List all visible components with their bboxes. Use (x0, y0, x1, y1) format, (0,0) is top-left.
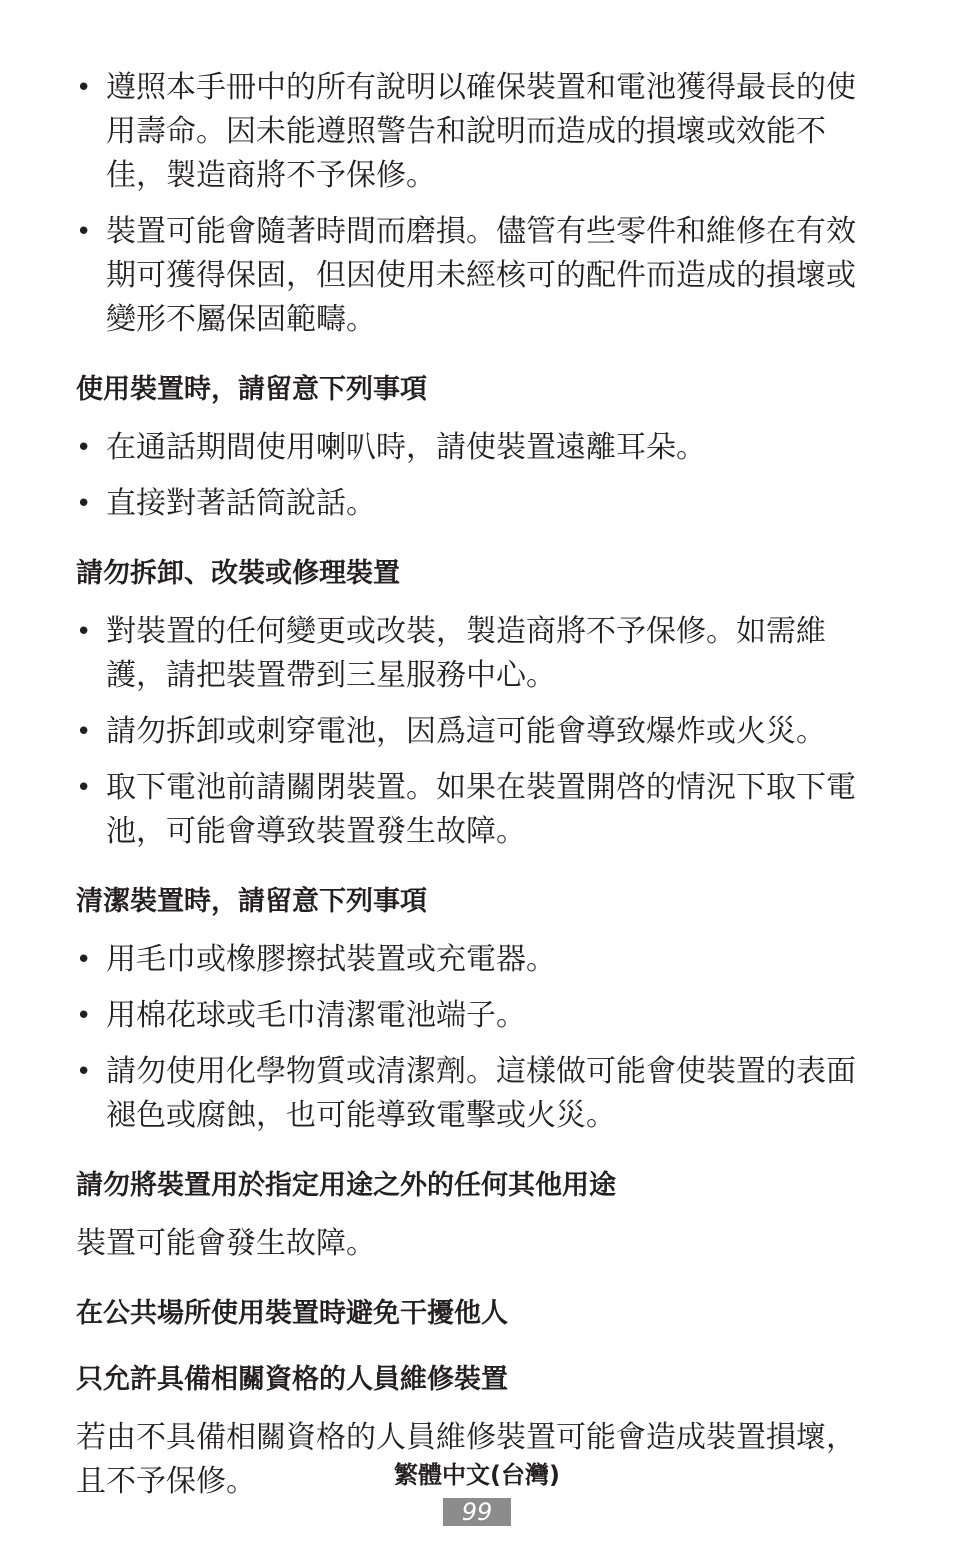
bullet-item: • 取下電池前請關閉裝置。如果在裝置開啓的情況下取下電池，可能會導致裝置發生故障。 (76, 766, 876, 854)
bullet-item: • 遵照本手冊中的所有說明以確保裝置和電池獲得最長的使用壽命。因未能遵照警告和說明而造成的損壞或效能不佳，製造商將不予保修。 (76, 66, 876, 198)
bullet-item: • 在通話期間使用喇叭時，請使裝置遠離耳朵。 (76, 426, 876, 470)
bullet-list (76, 610, 876, 854)
bullet-item: • 對裝置的任何變更或改裝，製造商將不予保修。如需維護，請把裝置帶到三星服務中心。 (76, 610, 876, 698)
section-heading: 使用裝置時，請留意下列事項 (76, 374, 427, 405)
section-paragraph: 若由不具備相關資格的人員維修裝置可能會造成裝置損壞，且不予保修。 (76, 1420, 856, 1499)
bullet-item: • 請勿拆卸或刺穿電池，因爲這可能會導致爆炸或火災。 (76, 710, 876, 754)
section-paragraph: 裝置可能會發生故障。 (76, 1226, 376, 1261)
bullet-list (76, 938, 876, 1138)
bullet-item: • 用棉花球或毛巾清潔電池端子。 (76, 994, 876, 1038)
section-heading: 在公共場所使用裝置時避免干擾他人 (76, 1298, 508, 1329)
bullet-item: • 裝置可能會隨著時間而磨損。儘管有些零件和維修在有效期可獲得保固，但因使用未經核可的配件而造成的損壞或變形不屬保固範疇。 (76, 210, 876, 342)
bullet-item: • 直接對著話筒說話。 (76, 482, 876, 526)
section-heading: 請勿將裝置用於指定用途之外的任何其他用途 (76, 1170, 616, 1201)
page-content (76, 66, 876, 1512)
footer-language-label: 繁體中文(台灣) (394, 1461, 560, 1489)
page-number: 99 (443, 1498, 511, 1526)
section-heading: 清潔裝置時，請留意下列事項 (76, 886, 427, 917)
bullet-list (76, 426, 876, 526)
bullet-item: • 請勿使用化學物質或清潔劑。這樣做可能會使裝置的表面褪色或腐蝕，也可能導致電擊或火災。 (76, 1050, 876, 1138)
intro-bullet-list (76, 66, 876, 342)
section-heading: 只允許具備相關資格的人員維修裝置 (76, 1364, 508, 1395)
bullet-item: • 用毛巾或橡膠擦拭裝置或充電器。 (76, 938, 876, 982)
section-heading: 請勿拆卸、改裝或修理裝置 (76, 558, 400, 589)
page-footer (0, 1460, 954, 1526)
